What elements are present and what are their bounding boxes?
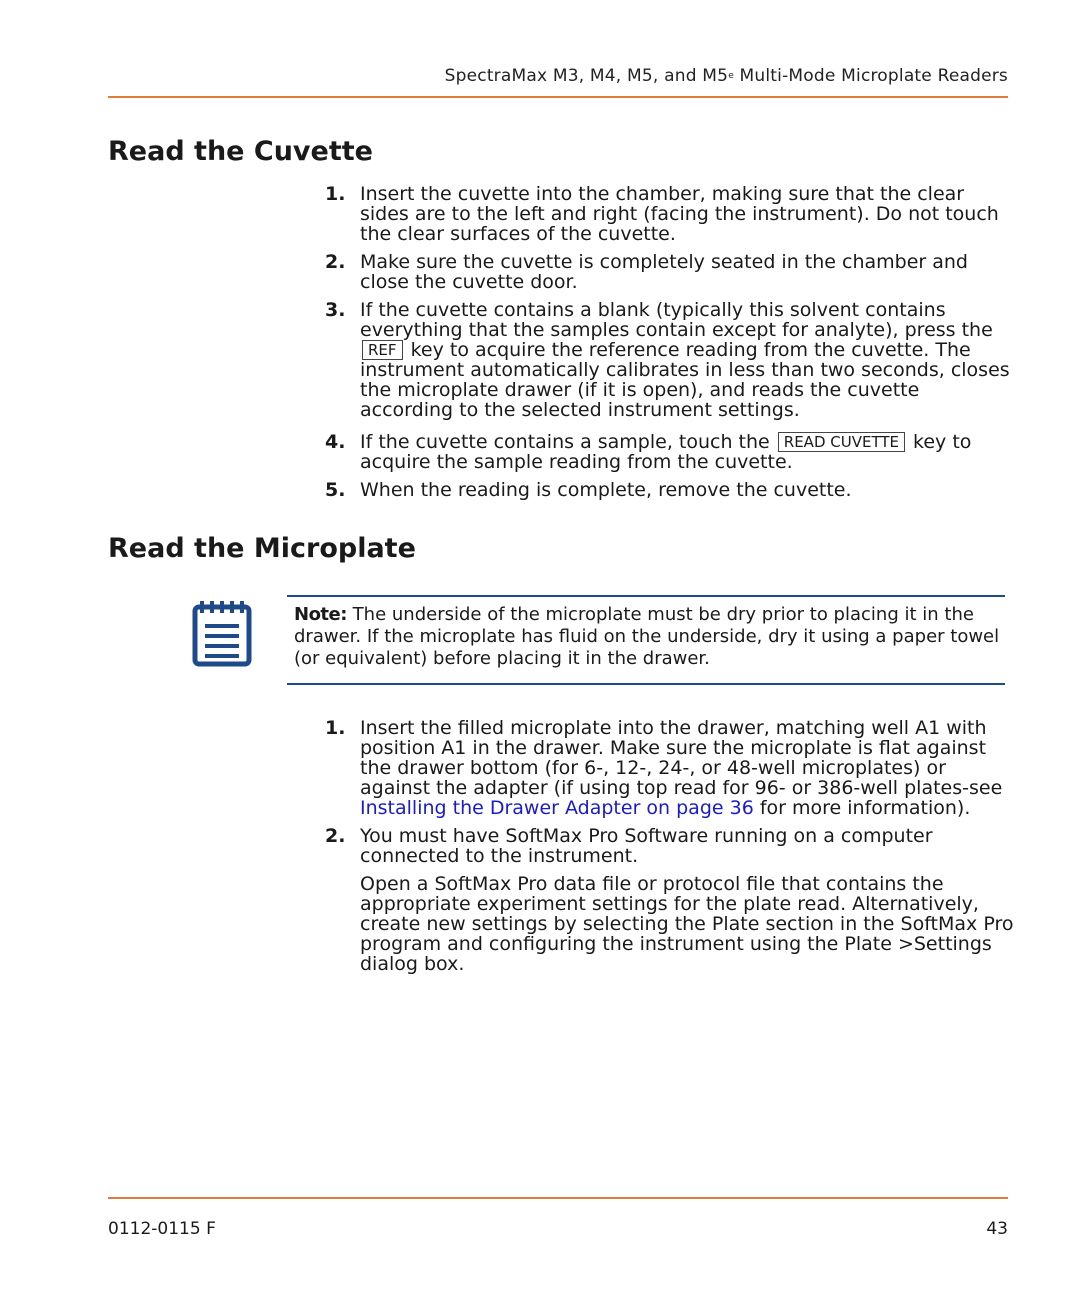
step-number: 3.	[325, 299, 346, 321]
list-item	[325, 300, 1015, 420]
ref-key-label: REF	[362, 340, 403, 360]
notepad-icon	[192, 600, 252, 668]
note-label: Note:	[294, 604, 347, 625]
list-item	[325, 718, 1015, 818]
section-heading-microplate: Read the Microplate	[108, 533, 416, 564]
step-text-continued: key to acquire the sample reading from the cuvette.	[360, 431, 972, 473]
step-number: 2.	[325, 825, 346, 847]
list-item	[325, 184, 1015, 244]
step-text-continued: for more information).	[753, 797, 971, 819]
note-callout	[287, 595, 1005, 685]
list-item	[325, 432, 1015, 472]
drawer-adapter-link[interactable]: Installing the Drawer Adapter on page 36	[360, 797, 754, 819]
note-body: The underside of the microplate must be dry prior to placing it in the drawer. If the microplate has fluid on the underside, dry it using a paper towel (or equivalent) before placing it in the drawer.	[294, 604, 1000, 669]
document-number: 0112-0115 F	[108, 1219, 216, 1239]
step-text-continued: key to acquire the reference reading from the cuvette. The instrument automatically calibrates in less than two seconds, closes the microplate drawer (if it is open), and reads the cuvette according to the selected instrument settings.	[360, 339, 1010, 421]
step-number: 5.	[325, 479, 346, 501]
step-number: 1.	[325, 183, 346, 205]
running-header	[445, 66, 1008, 86]
step-text: Make sure the cuvette is completely seated in the chamber and close the cuvette door.	[360, 251, 968, 293]
cuvette-steps	[325, 184, 1015, 508]
step-text: Insert the cuvette into the chamber, making sure that the clear sides are to the left and right (facing the instrument). Do not touch the clear surfaces of the cuvette.	[360, 183, 999, 245]
step-number: 1.	[325, 717, 346, 739]
footer-rule	[108, 1197, 1008, 1199]
note-text	[294, 604, 1000, 670]
step-paragraph: Open a SoftMax Pro data file or protocol file that contains the appropriate experiment settings for the plate read. Alternatively, create new settings by selecting the Plate section in the SoftMax Pro program and configuring the instrument using the Plate >Settings dialog box.	[360, 873, 1014, 975]
step-number: 2.	[325, 251, 346, 273]
page-number: 43	[986, 1219, 1008, 1239]
read-cuvette-key-label: READ CUVETTE	[778, 432, 905, 452]
microplate-steps	[325, 718, 1015, 982]
list-item	[325, 480, 1015, 500]
section-heading-cuvette: Read the Cuvette	[108, 136, 373, 167]
header-title-superscript: e	[728, 71, 734, 81]
step-text: Insert the filled microplate into the drawer, matching well A1 with position A1 in the drawer. Make sure the microplate is flat against the drawer bottom (for 6-, 12-, 24-, or 48-well microplates) or against the adapter (if using top read for 96- or 386-well plates-see	[360, 717, 1003, 799]
step-text: If the cuvette contains a sample, touch the	[360, 431, 770, 453]
list-item	[325, 826, 1015, 974]
header-rule	[108, 96, 1008, 98]
header-title: SpectraMax M3, M4, M5, and M5	[444, 66, 729, 86]
step-text: You must have SoftMax Pro Software running on a computer connected to the instrument.	[360, 825, 933, 867]
step-number: 4.	[325, 431, 346, 453]
header-title-suffix: Multi-Mode Microplate Readers	[733, 66, 1008, 86]
step-text: When the reading is complete, remove the cuvette.	[360, 479, 852, 501]
list-item	[325, 252, 1015, 292]
step-text: If the cuvette contains a blank (typically this solvent contains everything that the samples contain except for analyte), press the	[360, 299, 993, 341]
